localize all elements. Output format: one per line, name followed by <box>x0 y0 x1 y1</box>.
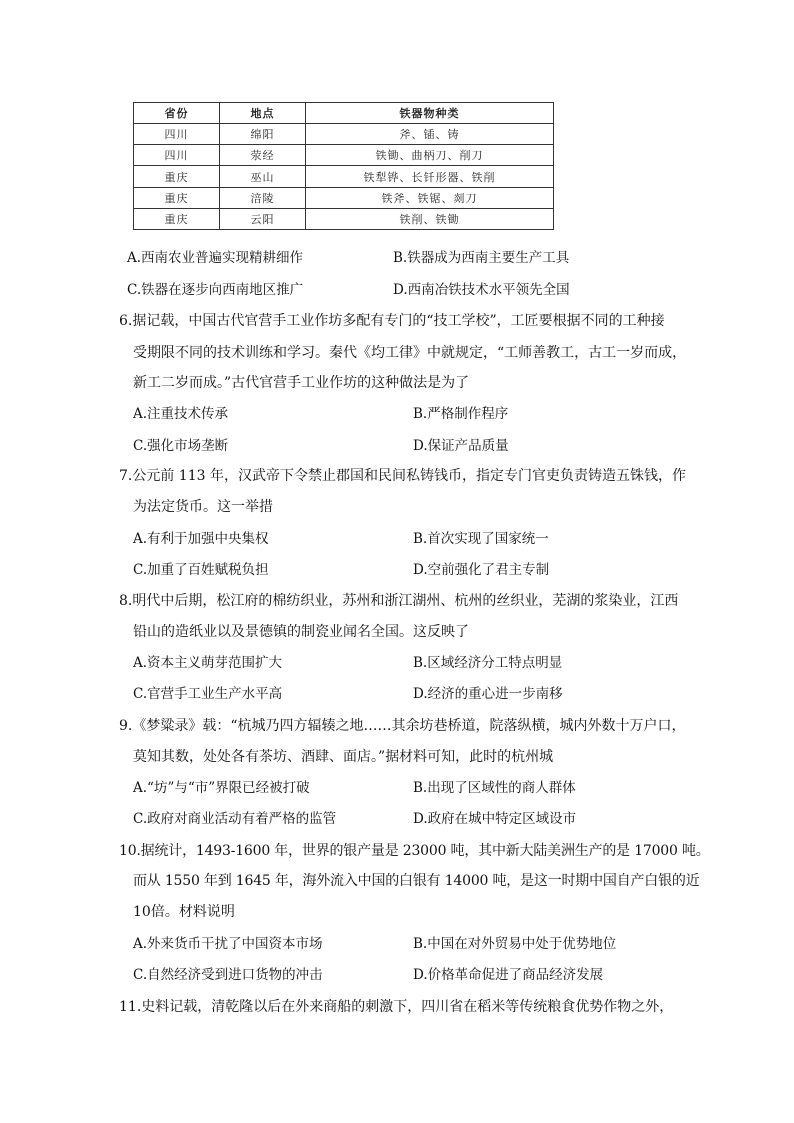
q9-option-a: A.“坊”与“市”界限已经被打破 <box>133 780 310 796</box>
table-cell: 铁锄、曲柄刀、削刀 <box>306 145 554 166</box>
q9-option-c: C.政府对商业活动有着严格的监管 <box>133 811 337 827</box>
table-cell: 重庆 <box>134 208 220 229</box>
q10-option-a: A.外来货币干扰了中国资本市场 <box>133 936 323 952</box>
q8-option-a: A.资本主义萌芽范围扩大 <box>133 655 283 671</box>
q9-option-d: D.政府在城中特定区域设市 <box>413 811 577 827</box>
table-cell: 铁斧、铁锯、剡刀 <box>306 187 554 208</box>
iron-tools-table-image <box>133 102 553 230</box>
q6-option-c: C.强化市场垄断 <box>133 438 229 454</box>
q8-option-d: D.经济的重心进一步南移 <box>413 686 563 702</box>
q9-stem-line: 莫知其数，处处各有茶坊、酒肆、面店。”据材料可知，此时的杭州城 <box>133 749 554 765</box>
table-row <box>134 124 554 145</box>
table-cell: 云阳 <box>220 208 306 229</box>
table-cell: 铁削、铁锄 <box>306 208 554 229</box>
table-header: 铁器物种类 <box>306 103 554 124</box>
table-header: 省份 <box>134 103 220 124</box>
q10-stem-line: 10.据统计，1493-1600 年，世界的银产量是 23000 吨，其中新大陆美洲生产的是 17000 吨。 <box>119 843 710 859</box>
q10-option-c: C.自然经济受到进口货物的冲击 <box>133 967 323 983</box>
q7-option-c: C.加重了百姓赋税负担 <box>133 562 269 578</box>
q9-stem-line: 9.《梦粱录》载：“杭城乃四方辐辏之地……其余坊巷桥道，院落纵横，城内外数十万户口， <box>119 718 686 734</box>
iron-tools-table <box>133 102 554 230</box>
table-cell: 重庆 <box>134 166 220 187</box>
q8-option-c: C.官营手工业生产水平高 <box>133 686 283 702</box>
q10-stem-line: 10倍。材料说明 <box>133 904 235 920</box>
table-cell: 斧、锸、铸 <box>306 124 554 145</box>
table-row <box>134 145 554 166</box>
q6-stem-line: 6.据记载，中国古代官营手工业作坊多配有专门的“技工学校”，工匠要根据不同的工种接 <box>119 313 665 329</box>
q10-option-d: D.价格革命促进了商品经济发展 <box>413 967 604 983</box>
table-row <box>134 166 554 187</box>
q10-stem-line: 而从 1550 年到 1645 年，海外流入中国的白银有 14000 吨，是这一时期中国自产白银的近 <box>133 873 700 889</box>
q8-stem-line: 铅山的造纸业以及景德镇的制瓷业闻名全国。这反映了 <box>133 624 469 640</box>
table-header-row <box>134 103 554 124</box>
q6-stem-line: 受期限不同的技术训练和学习。秦代《均工律》中就规定，“工师善教工，古工一岁而成， <box>133 345 687 361</box>
q9-option-b: B.出现了区域性的商人群体 <box>413 780 576 796</box>
q6-option-b: B.严格制作程序 <box>413 406 509 422</box>
q5-option-a: A.西南农业普遍实现精耕细作 <box>127 250 304 266</box>
q7-option-d: D.空前强化了君主专制 <box>413 562 550 578</box>
q6-stem-line: 新工二岁而成。”古代官营手工业作坊的这种做法是为了 <box>133 375 470 391</box>
q5-option-c: C.铁器在逐步向西南地区推广 <box>127 282 304 298</box>
q10-option-b: B.中国在对外贸易中处于优势地位 <box>413 936 617 952</box>
table-row <box>134 208 554 229</box>
table-cell: 涪陵 <box>220 187 306 208</box>
q7-stem-line: 为法定货币。这一举措 <box>133 499 273 515</box>
q8-option-b: B.区域经济分工特点明显 <box>413 655 563 671</box>
table-cell: 绵阳 <box>220 124 306 145</box>
table-cell: 四川 <box>134 124 220 145</box>
q11-stem-line: 11.史料记载，清乾隆以后在外来商船的刺激下，四川省在稻米等传统粮食优势作物之外， <box>119 999 674 1015</box>
table-cell: 荥经 <box>220 145 306 166</box>
table-header: 地点 <box>220 103 306 124</box>
table-cell: 巫山 <box>220 166 306 187</box>
table-cell: 四川 <box>134 145 220 166</box>
table-row <box>134 187 554 208</box>
q6-option-a: A.注重技术传承 <box>133 406 229 422</box>
q8-stem-line: 8.明代中后期，松江府的棉纺织业，苏州和浙江湖州、杭州的丝织业，芜湖的浆染业，江西 <box>119 593 679 609</box>
q7-stem-line: 7.公元前 113 年，汉武帝下令禁止郡国和民间私铸钱币，指定专门官吏负责铸造五铢钱，作 <box>119 468 686 484</box>
q5-option-d: D.西南冶铁技术水平领先全国 <box>393 282 570 298</box>
q6-option-d: D.保证产品质量 <box>413 438 509 454</box>
q7-option-a: A.有利于加强中央集权 <box>133 531 269 547</box>
q5-option-b: B.铁器成为西南主要生产工具 <box>393 250 570 266</box>
q7-option-b: B.首次实现了国家统一 <box>413 531 549 547</box>
table-cell: 重庆 <box>134 187 220 208</box>
table-cell: 铁犁铧、长钎形器、铁削 <box>306 166 554 187</box>
